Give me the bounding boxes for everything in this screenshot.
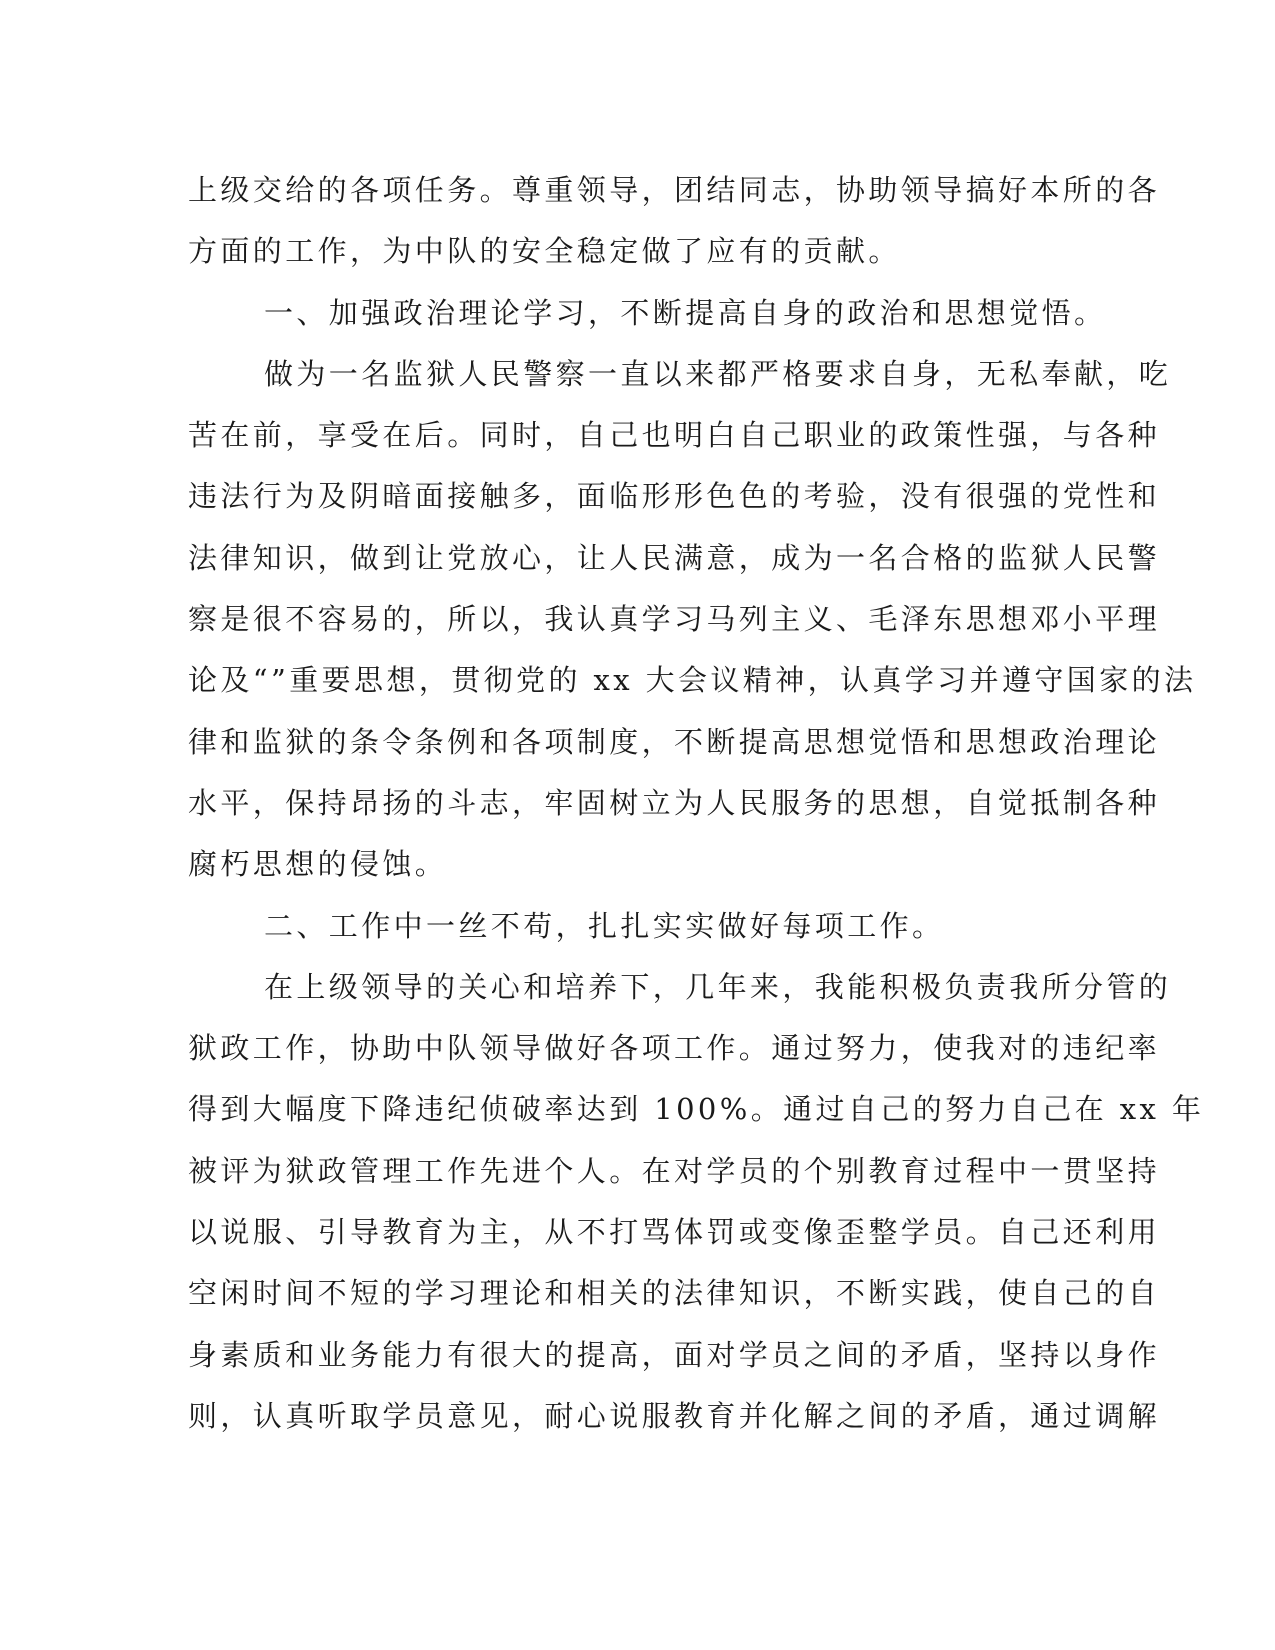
- text-line-19: 空闲时间不短的学习理论和相关的法律知识，不断实践，使自己的自: [188, 1276, 1161, 1311]
- text-line-5: 苦在前，享受在后。同时，自己也明白自己职业的政策性强，与各种: [188, 418, 1161, 453]
- text-line-21: 则，认真听取学员意见，耐心说服教育并化解之间的矛盾，通过调解: [188, 1398, 1161, 1433]
- text-line-1: 上级交给的各项任务。尊重领导，团结同志，协助领导搞好本所的各: [188, 173, 1161, 207]
- text-line-15: 狱政工作，协助中队领导做好各项工作。通过努力，使我对的违纪率: [188, 1031, 1161, 1066]
- section-heading-1: 一、加强政治理论学习，不断提高自身的政治和思想觉悟。: [264, 295, 1107, 330]
- text-line-11: 水平，保持昂扬的斗志，牢固树立为人民服务的思想，自觉抵制各种: [188, 785, 1161, 820]
- section-heading-2: 二、工作中一丝不苟，扎扎实实做好每项工作。: [264, 908, 945, 943]
- text-line-12: 腐朽思想的侵蚀。: [188, 847, 448, 882]
- text-line-9: 论及“”重要思想，贯彻党的 xx 大会议精神，认真学习并遵守国家的法: [188, 663, 1197, 698]
- text-line-16: 得到大幅度下降违纪侦破率达到 100%。通过自己的努力自己在 xx 年: [188, 1092, 1205, 1127]
- text-line-7: 法律知识，做到让党放心，让人民满意，成为一名合格的监狱人民警: [188, 540, 1161, 575]
- text-line-8: 察是很不容易的，所以，我认真学习马列主义、毛泽东思想邓小平理: [188, 602, 1161, 637]
- text-line-18: 以说服、引导教育为主，从不打骂体罚或变像歪整学员。自己还利用: [188, 1215, 1161, 1250]
- text-line-17: 被评为狱政管理工作先进个人。在对学员的个别教育过程中一贯坚持: [188, 1153, 1161, 1188]
- text-line-14: 在上级领导的关心和培养下，几年来，我能积极负责我所分管的: [264, 969, 1172, 1004]
- text-line-2: 方面的工作，为中队的安全稳定做了应有的贡献。: [188, 234, 901, 269]
- text-line-4: 做为一名监狱人民警察一直以来都严格要求自身，无私奉献，吃: [264, 356, 1172, 391]
- text-line-10: 律和监狱的条令条例和各项制度，不断提高思想觉悟和思想政治理论: [188, 724, 1161, 759]
- document-body: [188, 160, 1205, 1447]
- text-line-6: 违法行为及阴暗面接触多，面临形形色色的考验，没有很强的党性和: [188, 479, 1161, 514]
- text-line-20: 身素质和业务能力有很大的提高，面对学员之间的矛盾，坚持以身作: [188, 1337, 1161, 1372]
